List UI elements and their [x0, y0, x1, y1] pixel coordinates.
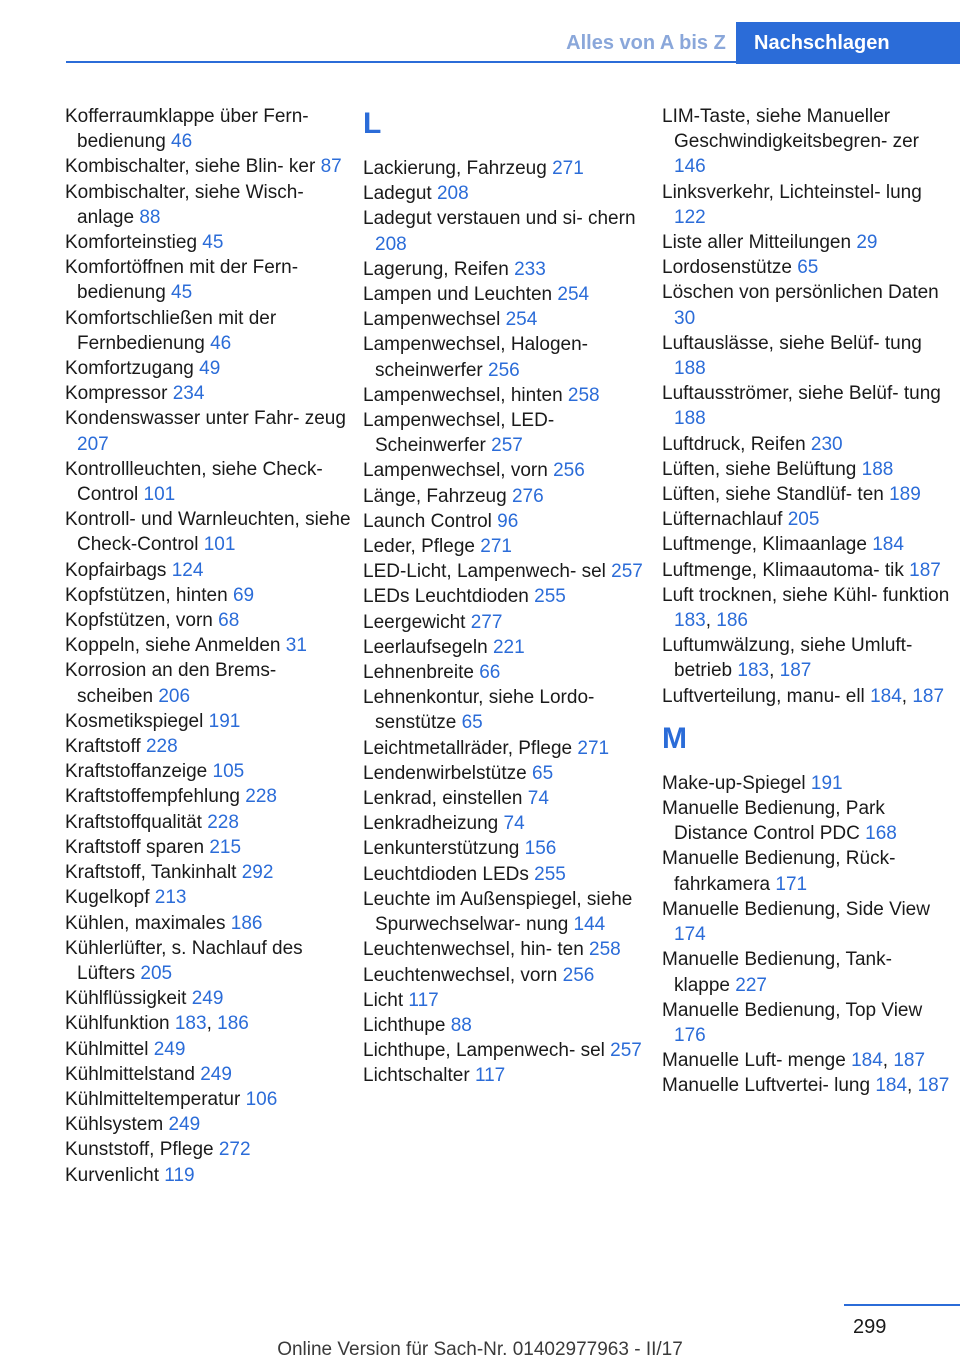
page-reference-link[interactable]: 119: [164, 1164, 195, 1186]
page-reference-link[interactable]: 188: [674, 358, 706, 380]
page-reference-link[interactable]: 184: [851, 1050, 883, 1072]
index-entry: Luftverteilung, manu‐ ell 184, 187: [662, 685, 945, 707]
page-reference-link[interactable]: 183: [174, 1013, 207, 1035]
index-entry: [65, 154, 351, 179]
page-reference-link[interactable]: 249: [153, 1038, 186, 1060]
index-entry: [65, 1112, 351, 1137]
index-entry: [65, 306, 351, 356]
index-entry: [65, 457, 351, 507]
index-entry: [662, 507, 952, 532]
page-reference-link[interactable]: 271: [577, 737, 610, 759]
page-reference-link[interactable]: 255: [534, 863, 566, 885]
index-entry: [363, 963, 649, 988]
page-reference-link[interactable]: 271: [480, 536, 512, 558]
index-entry-term: Korrosion an den Brems‐ scheiben: [65, 660, 277, 707]
page-reference-link[interactable]: 176: [674, 1024, 706, 1046]
index-entry: [65, 1137, 351, 1162]
index-letter-heading: M: [662, 721, 687, 755]
index-entry-term: Luft trocknen, siehe Kühl‐ funktion: [662, 584, 950, 606]
index-entry: [662, 280, 952, 330]
page-reference-link[interactable]: 205: [140, 962, 173, 984]
index-entry: [65, 835, 351, 860]
index-entry: [363, 282, 649, 307]
index-entry: [65, 507, 351, 557]
index-entry: [65, 1037, 351, 1062]
index-entry: [363, 862, 649, 887]
index-entry-term: Kühlmittel: [65, 1038, 154, 1060]
page-reference-link[interactable]: 228: [145, 736, 178, 758]
page-reference-link[interactable]: 255: [534, 586, 566, 608]
page-reference-link[interactable]: 174: [674, 924, 706, 946]
index-entry-term: Manuelle Luft‐ menge: [662, 1050, 852, 1072]
page-reference-link[interactable]: 254: [557, 284, 590, 306]
index-entry-term: Kraftstoffanzeige: [65, 761, 213, 783]
index-entry-term: Kontrollleuchten, siehe Check-Control: [65, 458, 323, 506]
page-reference-link[interactable]: 187: [893, 1050, 926, 1072]
index-entry-term: Lehnenkontur, siehe Lordo‐ senstütze: [363, 687, 595, 734]
page-reference-link[interactable]: 183: [674, 610, 706, 632]
index-entry-term: LEDs Leuchtdioden: [363, 586, 535, 608]
index-entry-term: Kühlmitteltemperatur: [65, 1088, 246, 1110]
page-reference-link[interactable]: 183: [737, 660, 770, 682]
index-entry: [662, 771, 952, 796]
index-entry-term: Kraftstoff sparen: [65, 836, 210, 858]
page-reference-link[interactable]: 29: [856, 232, 878, 254]
page-reference-link[interactable]: 65: [532, 762, 554, 784]
index-entry-term: Kühlsystem: [65, 1114, 169, 1136]
index-entry-term: Kühlen, maximales: [65, 912, 231, 934]
index-entry-term: Launch Control: [363, 510, 498, 532]
index-entry-term: Kugelkopf: [65, 887, 155, 909]
index-entry: [65, 1163, 351, 1188]
index-entry: Manuelle Luft‐ menge 184, 187: [662, 1050, 926, 1072]
index-entry-term: Kondenswasser unter Fahr‐ zeug: [65, 408, 346, 430]
page-reference-link[interactable]: 256: [488, 359, 520, 381]
page-reference-link[interactable]: 101: [203, 534, 236, 556]
index-entry: [363, 1038, 649, 1063]
page-reference-link[interactable]: 74: [527, 788, 549, 810]
index-entry: [363, 811, 649, 836]
index-entry: [363, 1013, 649, 1038]
index-entry: Luftumwälzung, siehe Umluft‐ betrieb 183, 187: [662, 635, 913, 682]
page-reference-link[interactable]: 46: [171, 131, 193, 153]
page-reference-link[interactable]: 117: [474, 1065, 506, 1087]
index-entry-term: Lendenwirbelstütze: [363, 762, 532, 784]
page-reference-link[interactable]: 184: [870, 685, 902, 707]
index-entry: [65, 381, 351, 406]
page-reference-link[interactable]: 68: [218, 610, 240, 632]
index-entry: [363, 761, 649, 786]
index-entry: [363, 156, 649, 181]
index-entry-term: Kurvenlicht: [65, 1164, 165, 1186]
index-entry: [65, 911, 351, 936]
index-entry-term: Löschen von persönlichen Daten: [662, 282, 939, 304]
page-reference-link[interactable]: 186: [217, 1013, 249, 1035]
page-reference-link[interactable]: 215: [209, 836, 242, 858]
page-reference-link[interactable]: 88: [450, 1014, 472, 1036]
index-entry-term: Kraftstoffqualität: [65, 811, 208, 833]
index-entry: [65, 1087, 351, 1112]
index-entry: [65, 810, 351, 835]
index-entry-term: Kraftstoffempfehlung: [65, 786, 246, 808]
index-entry-term: Leerlaufsegeln: [363, 636, 493, 658]
index-entry-term: Kombischalter, siehe Blin‐ ker: [65, 156, 321, 178]
page-reference-link[interactable]: 249: [168, 1114, 201, 1136]
index-entry-term: Lampenwechsel, LED- Scheinwerfer: [363, 410, 555, 457]
index-entry: [363, 332, 649, 382]
index-entry-term: Kopfstützen, vorn: [65, 610, 219, 632]
index-entry-term: Lampen und Leuchten: [363, 284, 558, 306]
index-entry-term: Leuchtenwechsel, hin‐ ten: [363, 939, 590, 961]
page-reference-link[interactable]: 122: [674, 206, 706, 228]
page-reference-link[interactable]: 257: [491, 435, 523, 457]
index-entry: [662, 331, 952, 381]
page-reference-link[interactable]: 258: [589, 939, 621, 961]
index-entry: [65, 709, 351, 734]
index-entry-term: Kontroll- und Warnleuchten, siehe Check-Control: [65, 509, 351, 556]
index-entry: [65, 1062, 351, 1087]
index-entry-term: Leuchte im Außenspiegel, siehe Spurwechselwar‐ nung: [363, 888, 633, 936]
index-entry-term: Leergewicht: [363, 611, 471, 633]
index-entry-term: Manuelle Bedienung, Side View: [662, 898, 930, 920]
page-reference-link[interactable]: 256: [562, 964, 595, 986]
page-reference-link[interactable]: 168: [865, 823, 897, 845]
page-reference-link[interactable]: 106: [245, 1088, 278, 1110]
index-entry-term: Lagerung, Reifen: [363, 258, 515, 280]
index-entry-term: Manuelle Bedienung, Top View: [662, 999, 923, 1021]
index-entry-term: Kunststoff, Pflege: [65, 1139, 219, 1161]
index-entry-term: Luftumwälzung, siehe Umluft‐ betrieb: [662, 635, 913, 682]
page-reference-link[interactable]: 208: [436, 183, 469, 205]
index-entry-term: Kühlerlüfter, s. Nachlauf des Lüfters: [65, 937, 303, 984]
index-entry: [65, 180, 351, 230]
index-entry: [65, 734, 351, 759]
index-entry: [363, 635, 649, 660]
page-reference-link[interactable]: 228: [207, 811, 239, 833]
index-entry: [65, 658, 351, 708]
index-entry-term: Lüften, siehe Standlüf‐ ten: [662, 484, 890, 506]
index-entry-term: Kühlfunktion: [65, 1013, 175, 1035]
index-entry: Luft trocknen, siehe Kühl‐ funktion 183, 186: [662, 584, 950, 632]
index-column-3: [662, 104, 952, 1099]
index-entry: Kühlfunktion 183, 186: [65, 1013, 249, 1035]
index-entry-term: Lichthupe: [363, 1014, 451, 1036]
index-entry-term: Kofferraumklappe über Fern‐ bedienung: [65, 106, 309, 153]
page-reference-link[interactable]: 146: [674, 156, 706, 178]
index-entry: [662, 230, 952, 255]
index-entry-term: Kosmetikspiegel: [65, 710, 209, 732]
index-entry-term: Make-up-Spiegel: [662, 772, 811, 794]
index-entry: [363, 685, 649, 735]
index-column-1: [65, 104, 351, 1188]
page-reference-link[interactable]: 188: [674, 408, 706, 430]
index-entry: [65, 558, 351, 583]
index-entry: [662, 104, 952, 180]
page-reference-link[interactable]: 31: [285, 635, 307, 657]
page-reference-link[interactable]: 101: [143, 484, 176, 506]
index-entry: [363, 836, 649, 861]
index-entry: [65, 255, 351, 305]
page-reference-link[interactable]: 184: [875, 1075, 908, 1097]
index-entry: [363, 484, 649, 509]
index-entry-term: Ladegut verstauen und si‐ chern: [363, 208, 636, 230]
footer-text: Online Version für Sach-Nr. 01402977963 - II/17: [277, 1339, 683, 1360]
index-entry-term: Komfortöffnen mit der Fern‐ bedienung: [65, 257, 299, 304]
page-number: 299: [853, 1316, 887, 1338]
index-entry-term: Kopfstützen, hinten: [65, 584, 233, 606]
page-reference-link[interactable]: 257: [611, 561, 643, 583]
page-reference-link[interactable]: 205: [787, 509, 820, 531]
index-entry-term: Kompressor: [65, 383, 173, 405]
index-entry-term: Lichtschalter: [363, 1065, 475, 1087]
index-entry-term: Liste aller Mitteilungen: [662, 232, 857, 254]
index-entry-term: Lüfternachlauf: [662, 509, 788, 531]
page-reference-link[interactable]: 87: [320, 156, 342, 178]
page-reference-link[interactable]: 65: [461, 712, 483, 734]
index-entry: [363, 988, 649, 1013]
page-reference-link[interactable]: 233: [514, 258, 546, 280]
page-reference-link[interactable]: 171: [775, 873, 808, 895]
index-entry: [65, 633, 351, 658]
index-entry: [363, 509, 649, 534]
index-entry-term: Manuelle Luftvertei‐ lung: [662, 1075, 876, 1097]
index-entry-term: Komforteinstieg: [65, 232, 203, 254]
index-entry: [363, 458, 649, 483]
index-entry: [363, 584, 649, 609]
index-entry-term: Lehnenbreite: [363, 662, 480, 684]
page-reference-link[interactable]: 124: [171, 559, 204, 581]
page-reference-link[interactable]: 258: [567, 384, 600, 406]
index-entry-term: Lampenwechsel, hinten: [363, 384, 568, 406]
index-entry: [363, 181, 649, 206]
index-entry-term: Licht: [363, 989, 409, 1011]
page-reference-link[interactable]: 45: [171, 282, 193, 304]
index-entry-term: Komfortzugang: [65, 358, 200, 380]
index-entry: [662, 532, 952, 557]
page-reference-link[interactable]: 208: [375, 233, 407, 255]
index-entry: [662, 796, 952, 846]
index-letter-heading: L: [363, 107, 382, 140]
page-reference-link[interactable]: 74: [503, 813, 525, 835]
index-entry-term: Leuchtdioden LEDs: [363, 863, 535, 885]
page-reference-link[interactable]: 65: [797, 257, 819, 279]
index-entry-term: Lenkradheizung: [363, 813, 504, 835]
page-reference-link[interactable]: 187: [912, 685, 945, 707]
index-entry-term: Luftdruck, Reifen: [662, 433, 811, 455]
index-entry: [662, 897, 952, 947]
index-entry: [363, 383, 649, 408]
index-entry: [65, 356, 351, 381]
index-entry-term: Leder, Pflege: [363, 536, 481, 558]
page-reference-link[interactable]: 277: [470, 611, 503, 633]
index-entry: [662, 482, 952, 507]
index-entry-term: Koppeln, siehe Anmelden: [65, 635, 286, 657]
page-reference-link[interactable]: 186: [716, 610, 748, 632]
index-entry-term: Lenkrad, einstellen: [363, 788, 528, 810]
index-entry-term: Lampenwechsel, vorn: [363, 460, 554, 482]
page-reference-link[interactable]: 249: [191, 988, 224, 1010]
page-reference-link[interactable]: 228: [245, 786, 277, 808]
index-entry: [65, 885, 351, 910]
index-entry: [662, 457, 952, 482]
index-entry-term: Lichthupe, Lampenwech‐ sel: [363, 1040, 611, 1062]
index-entry: [662, 846, 952, 896]
index-entry-term: Lackierung, Fahrzeug: [363, 158, 553, 179]
page-reference-link[interactable]: 88: [139, 206, 161, 228]
index-entry: [662, 255, 952, 280]
page-reference-link[interactable]: 292: [241, 862, 274, 884]
index-entry-term: Ladegut: [363, 183, 437, 205]
page-reference-link[interactable]: 189: [889, 484, 921, 506]
page-reference-link[interactable]: 188: [861, 458, 894, 480]
index-entry-term: Luftausströmer, siehe Belüf‐ tung: [662, 383, 941, 405]
index-entry-term: Kombischalter, siehe Wisch‐ anlage: [65, 181, 304, 228]
page-reference-link[interactable]: 186: [230, 912, 263, 934]
page-reference-link[interactable]: 144: [573, 914, 606, 936]
page-reference-link[interactable]: 276: [511, 485, 544, 507]
index-entry: [363, 660, 649, 685]
page-reference-link[interactable]: 69: [232, 584, 255, 606]
index-entry: [363, 559, 649, 584]
index-entry-term: Luftmenge, Klimaanlage: [662, 534, 873, 556]
page-reference-link[interactable]: 66: [479, 662, 501, 684]
page-reference-link[interactable]: 49: [199, 358, 221, 380]
footer-rule: [844, 1304, 960, 1306]
index-entry: [662, 947, 952, 997]
index-entry-term: Manuelle Bedienung, Rück‐ fahrkamera: [662, 848, 896, 895]
index-entry: [363, 534, 649, 559]
index-entry-term: Manuelle Bedienung, Park Distance Control PDC: [662, 798, 885, 845]
index-entry: [65, 784, 351, 809]
page-reference-link[interactable]: 234: [172, 383, 205, 405]
index-entry: [65, 608, 351, 633]
index-entry-term: Länge, Fahrzeug: [363, 485, 512, 507]
index-entry: [662, 432, 952, 457]
index-entry: [65, 583, 351, 608]
page-reference-link[interactable]: 221: [492, 636, 525, 658]
index-entry: [363, 736, 649, 761]
index-entry: [363, 206, 649, 256]
index-entry-term: Leichtmetallräder, Pflege: [363, 737, 578, 759]
index-entry: [65, 986, 351, 1011]
index-entry: [662, 180, 952, 230]
page-reference-link[interactable]: 256: [553, 460, 585, 482]
index-entry-term: Manuelle Bedienung, Tank‐ klappe: [662, 949, 892, 996]
index-entry: [65, 936, 351, 986]
index-entry: [65, 759, 351, 784]
page-reference-link[interactable]: 187: [917, 1075, 950, 1097]
index-entry-term: LIM-Taste, siehe Manueller Geschwindigkeitsbegren‐ zer: [662, 106, 920, 153]
page-reference-link[interactable]: 96: [497, 510, 519, 532]
index-entry-term: Lenkunterstützung: [363, 838, 525, 860]
index-entry: [65, 230, 351, 255]
index-entry-term: LED-Licht, Lampenwech‐ sel: [363, 561, 612, 583]
index-entry: [363, 887, 649, 937]
index-entry-term: Kühlmittelstand: [65, 1063, 201, 1085]
page-reference-link[interactable]: 191: [208, 710, 241, 732]
page-reference-link[interactable]: 187: [779, 660, 812, 682]
tab-nachschlagen[interactable]: Nachschlagen: [736, 22, 960, 64]
index-entry: [363, 1063, 649, 1088]
index-entry-term: Leuchtenwechsel, vorn: [363, 964, 563, 986]
section-title[interactable]: Alles von A bis Z: [566, 32, 726, 54]
index-entry-term: Lüften, siehe Belüftung: [662, 458, 862, 480]
page-reference-link[interactable]: 184: [872, 534, 904, 556]
index-entry: [363, 937, 649, 962]
index-entry: Manuelle Luftvertei‐ lung 184, 187: [662, 1075, 950, 1097]
index-entry: [662, 381, 952, 431]
page-reference-link[interactable]: 249: [200, 1063, 232, 1085]
index-entry-term: Komfortschließen mit der Fernbedienung: [65, 307, 277, 354]
page-reference-link[interactable]: 45: [202, 232, 224, 254]
index-column-2: [363, 104, 649, 1089]
index-entry-term: Lampenwechsel: [363, 309, 506, 331]
page-reference-link[interactable]: 257: [610, 1040, 642, 1062]
index-entry-term: Kopfairbags: [65, 559, 172, 581]
page-reference-link[interactable]: 46: [210, 332, 232, 354]
index-entry: [65, 860, 351, 885]
page-reference-link[interactable]: 227: [735, 974, 767, 996]
index-entry-term: Luftmenge, Klimaautoma‐ tik: [662, 559, 910, 581]
index-entry-term: Linksverkehr, Lichteinstel‐ lung: [662, 181, 922, 203]
page-reference-link[interactable]: 230: [810, 433, 843, 455]
index-entry: [662, 998, 952, 1048]
index-entry: [65, 406, 351, 456]
index-entry-term: Lampenwechsel, Halogen‐ scheinwerfer: [363, 334, 588, 381]
index-entry-term: Kraftstoff: [65, 736, 146, 758]
index-entry-term: Kühlflüssigkeit: [65, 988, 192, 1010]
page-reference-link[interactable]: 213: [154, 887, 187, 909]
index-entry: [662, 558, 952, 583]
index-entry-term: Kraftstoff, Tankinhalt: [65, 862, 242, 884]
page-reference-link[interactable]: 30: [674, 307, 696, 329]
index-entry-term: Lordosenstütze: [662, 257, 798, 279]
page-reference-link[interactable]: 207: [77, 433, 109, 455]
page-reference-link[interactable]: 191: [810, 772, 843, 794]
index-entry: [363, 307, 649, 332]
index-entry: [363, 257, 649, 282]
page-reference-link[interactable]: 254: [505, 309, 538, 331]
page-reference-link[interactable]: 272: [218, 1139, 251, 1161]
index-entry: [65, 104, 351, 154]
page-reference-link[interactable]: 156: [524, 838, 557, 860]
page-reference-link[interactable]: 187: [909, 559, 941, 581]
page-reference-link[interactable]: 117: [408, 989, 439, 1011]
index-entry-term: Luftverteilung, manu‐ ell: [662, 685, 871, 707]
index-entry-term: Luftauslässe, siehe Belüf‐ tung: [662, 332, 922, 354]
page-reference-link[interactable]: 105: [212, 761, 245, 783]
index-entry: [363, 610, 649, 635]
index-entry: [363, 786, 649, 811]
page-reference-link[interactable]: 271: [552, 158, 584, 179]
index-entry: [363, 408, 649, 458]
page-reference-link[interactable]: 206: [158, 685, 191, 707]
